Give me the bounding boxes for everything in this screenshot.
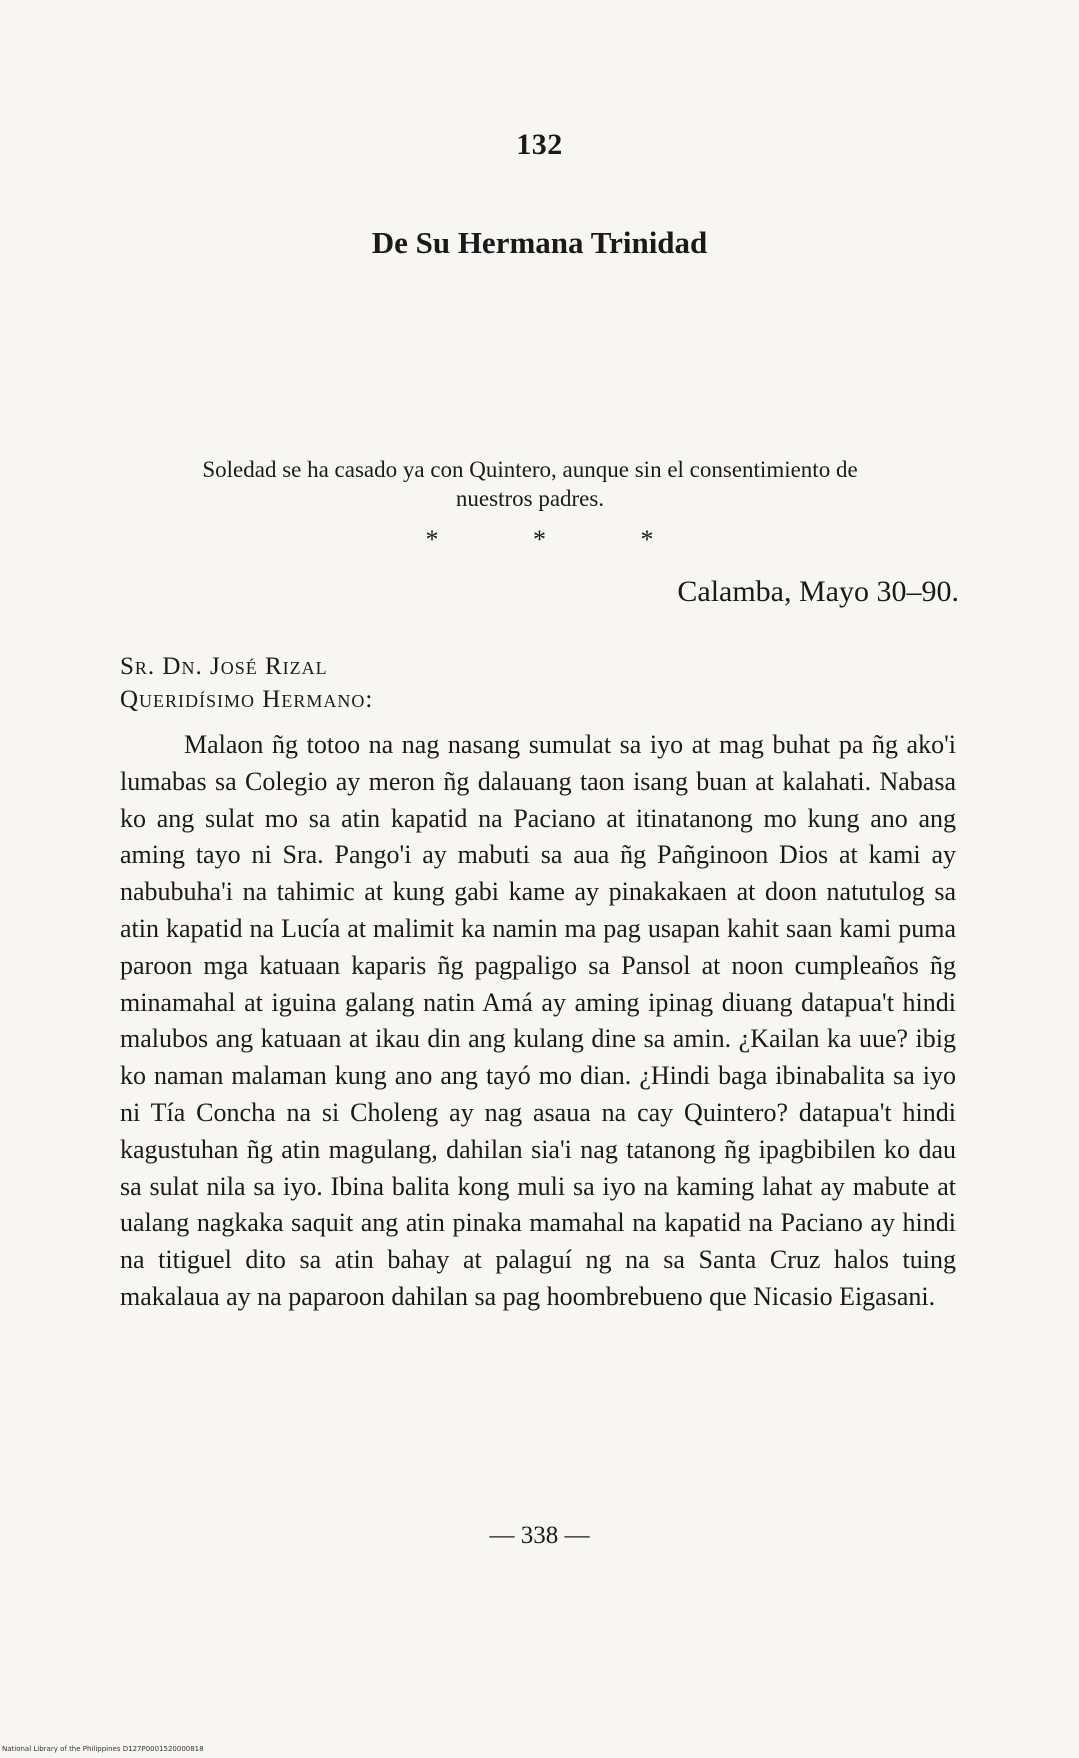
letter-body: Malaon ñg totoo na nag nasang sumulat sa iyo at mag buhat pa ñg ako'i lumabas sa Colegio ay meron ñg dalauang taon isang buan at kalahati. Nabasa ko ang sulat mo sa atin kapatid na Paciano at itinatanong mo kung ano ang aming tayo ni Sra. Pango'i ay mabuti sa aua ñg Pañginoon Dios at kami ay nabubuha'i na tahimic at kung gabi kame ay pinakakaen at doon natutulog sa atin kapatid na Lucía at malimit ka namin ma pag usapan kahit saan kami puma paroon mga katuaan kaparis ñg pagpaligo sa Pansol at noon cumpleaños ñg minamahal at iguina galang natin Amá ay aming ipinag diuang datapua't hindi malubos ang katuaan at ikau din ang kulang dine sa amin. ¿Kailan ka uue? ibig ko naman malaman kung ano ang tayó mo dian. ¿Hindi baga ibinabalita sa iyo ni Tía Concha na si Choleng ay nag asaua na cay Quintero? datapua't hindi kagustuhan ñg atin magulang, dahilan sia'i nag tatanong ñg ipagbibilen ko dau sa sulat nila sa iyo. Ibina balita kong muli sa iyo na kaming lahat ay mabute at ualang nagkaka saquit ang atin pinaka mamahal na kapatid na Paciano ay hindi na titiguel dito sa atin bahay at palaguí ng na sa Santa Cruz halos tuing makalaua ay na paparoon dahilan sa pag hoombrebueno que Nicasio Eigasani. (120, 730, 956, 1311)
archive-credit: National Library of the Philippines D127P0001520000818 (2, 1745, 204, 1753)
document-summary: Soledad se ha casado ya con Quintero, aunque sin el consentimiento de nuestros padres. (202, 457, 858, 511)
letter-salutation (120, 650, 373, 716)
addressee-line: Sr. Dn. José Rizal (120, 653, 328, 680)
page-number: — 338 — (489, 1522, 590, 1549)
greeting-line: Queridísimo Hermano: (120, 686, 374, 713)
document-number: 132 (516, 128, 563, 161)
letter-dateline: Calamba, Mayo 30–90. (677, 575, 959, 608)
document-title: De Su Hermana Trinidad (371, 225, 708, 260)
section-separator: * * * (425, 525, 698, 554)
